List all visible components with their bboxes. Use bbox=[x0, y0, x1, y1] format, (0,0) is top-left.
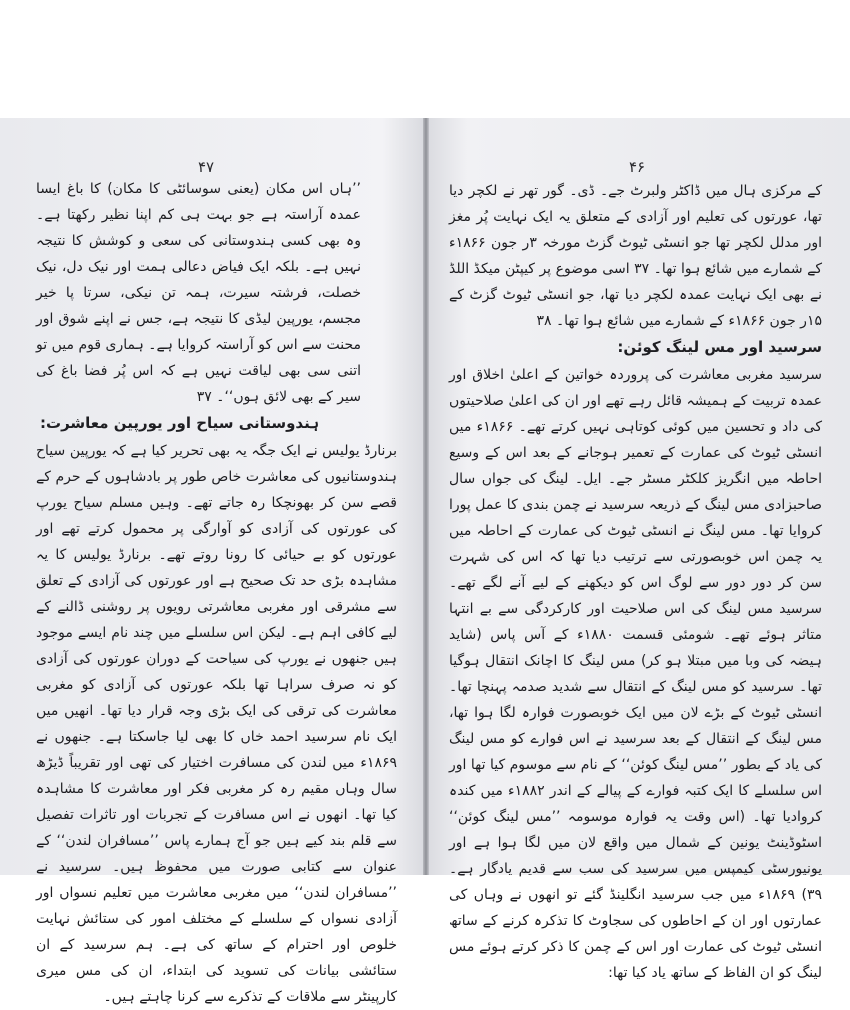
page-text bbox=[449, 178, 822, 986]
book-spread bbox=[0, 118, 850, 1005]
section-heading: سرسید اور مس لینگ کوئن: bbox=[617, 338, 822, 356]
block-quote: ’’ہاں اس مکان (یعنی سوسائٹی کا مکان) کا باغ ایسا عمدہ آراستہ ہے جو بہت ہی کم اپنا نظیر رکھتا ہے۔ وہ بھی کسی ہندوستانی کی سعی و کوشش کا نتیجہ نہیں ہے۔ بلکہ ایک فیاض دعالی ہمت اور نیک دل، نیک خصلت، فرشتہ سیرت، ہمہ تن نیکی، سرتا پا خیر مجسم، یورپین لیڈی کا نتیجہ ہے، جس نے اپنے شوق اور محنت سے اس کو آراستہ کروایا ہے۔ ہماری قوم میں تو اتنی سی بھی لیاقت نہیں ہے کہ اس پُر فضا باغ کی سیر کے بھی لائق ہوں‘‘۔ ۳۷ bbox=[36, 181, 361, 405]
right-page bbox=[429, 118, 850, 981]
page-number: ۴۶ bbox=[629, 158, 646, 176]
body-paragraph bbox=[449, 362, 822, 986]
page-text bbox=[36, 176, 397, 1010]
paragraph-text: برنارڈ یولیس نے ایک جگہ یہ بھی تحریر کیا ہے کہ یورپین سیاح ہندوستانیوں کی معاشرت خاص طور پر بادشاہوں کے حرم کے قصے سن کر بھونچکا رہ جاتے تھے۔ وہیں مسلم سیاح یورپ کی عورتوں کی آزادی کو آوارگی پر محمول کرتے تھے اور عورتوں کو بے حیائی کا رونا روتے تھے۔ برنارڈ یولیس کا یہ مشاہدہ بڑی حد تک صحیح ہے اور عورتوں کی آزادی کے تعلق سے مشرقی اور مغربی معاشرتی رویوں پر روشنی ڈالنے کے لیے کافی اہم ہے۔ لیکن اس سلسلے میں چند نام ایسے موجود ہیں جنھوں نے یورپ کی سیاحت کے دوران عورتوں کی آزادی کو نہ صرف سراہا تھا بلکہ عورتوں کی آزادی کو مغربی معاشرت کی ترقی کی ایک بڑی وجہ قرار دیا تھا۔ انھیں میں ایک نام سرسید احمد خاں کا بھی لیا جاسکتا ہے۔ جنھوں نے ۱۸۶۹ء میں لندن کی مسافرت اختیار کی تھی اور تقریباً ڈیڑھ سال وہاں مقیم رہ کر مغربی فکر اور معاشرت کا مشاہدہ کیا تھا۔ انھوں نے اس مسافرت کے تجربات اور تاثرات تفصیل سے قلم بند کیے ہیں جو آج ہمارے پاس ’’مسافران لندن‘‘ کے عنوان سے کتابی صورت میں محفوظ ہیں۔ سرسید نے ’’مسافران لندن‘‘ میں مغربی معاشرت میں تعلیم نسواں اور آزادی نسواں کے سلسلے کے مختلف امور کی ستائش نہایت خلوص اور احترام کے ساتھ کی ہے۔ ہم سرسید کے ان ستائشی بیانات کی تسوید کی ابتداء، ان کی مس میری کارپینٹر سے ملاقات کے تذکرے سے کرنا چاہتے ہیں۔ bbox=[36, 443, 397, 1005]
page-number: ۴۷ bbox=[198, 158, 215, 176]
intro-paragraph: کے مرکزی ہال میں ڈاکٹر ولبرٹ جے۔ ڈی۔ گور تھر نے لکچر دیا تھا، عورتوں کی تعلیم اور آزادی کے متعلق یہ ایک نہایت پُر مغز اور مدلل لکچر تھا جو انسٹی ٹیوٹ گزٹ مورخہ ۳ر جون ۱۸۶۶ء کے شمارے میں شائع ہوا تھا۔ ۳۷ اسی موضوع پر کیپٹن میکڈ اللڈ نے بھی ایک نہایت عمدہ لکچر دیا تھا، جو انسٹی ٹیوٹ گزٹ کے ۱۵ر جون ۱۸۶۶ء کے شمارے میں شائع ہوا تھا۔ ۳۸ bbox=[449, 183, 822, 329]
body-paragraph bbox=[36, 438, 397, 1010]
section-heading: ہندوستانی سیاح اور یورپین معاشرت: bbox=[40, 414, 319, 432]
paragraph-text: سرسید مغربی معاشرت کی پروردہ خواتین کے اعلیٰ اخلاق اور عمدہ تربیت کے ہمیشہ قائل رہے تھے اور ان کی اعلیٰ صلاحیتوں کی داد و تحسین میں کوئی کوتاہی نہیں کرتے تھے۔ ۱۸۶۶ء میں انسٹی ٹیوٹ کی عمارت کے تعمیر ہوجانے کے بعد اس کے وسیع احاطہ میں انگریز کلکٹر مسٹر جے۔ ایل۔ لینگ کی جواں سال صاحبزادی مس لینگ کے ذریعہ سرسید نے چمن بندی کا عمل پورا کروایا تھا۔ مس لینگ نے انسٹی ٹیوٹ کی عمارت کے احاطہ میں یہ چمن اس خوبصورتی سے ترتیب دیا تھا کہ اس کی شہرت سن کر دور دور سے لوگ اس کو دیکھنے کے لیے آنے لگے تھے۔ سرسید مس لینگ کی اس صلاحیت اور کارکردگی سے بے انتہا متاثر ہوئے تھے۔ شومئی قسمت ۱۸۸۰ء کے آس پاس (شاید ہیضہ کی وبا میں مبتلا ہو کر) مس لینگ کا اچانک انتقال ہوگیا تھا۔ سرسید کو مس لینگ کے انتقال سے شدید صدمہ پہنچا تھا۔ انسٹی ٹیوٹ کے بڑے لان میں ایک خوبصورت فوارہ لگا ہوا تھا، مس لینگ کے انتقال کے بعد سرسید نے اس فوارے کو مس لینگ کی یاد کے بطور ’’مس لینگ کوئن‘‘ کے نام سے موسوم کیا تھا اور اس سلسلے کا ایک کتبہ فوارے کے پیالے کے اندر ۱۸۸۲ء میں کندہ کروادیا تھا۔ (اس وقت یہ فوارہ موسومہ ’’مس لینگ کوئن‘‘ اسٹوڈینٹ یونین کے شمال میں واقع لان میں لگا ہوا ہے اور یونیورسٹی کیمپس میں سرسید کی سب سے قدیم یادگار ہے۔ ۳۹) ۱۸۶۹ء میں جب سرسید انگلینڈ گئے تو انھوں نے وہاں کی عمارتوں اور ان کے احاطوں کی سجاوٹ کا تذکرہ کرنے کے ساتھ انسٹی ٹیوٹ کی عمارت اور اس کے چمن کا ذکر کرتے ہوئے مس لینگ کو ان الفاظ کے ساتھ یاد کیا تھا: bbox=[449, 367, 823, 981]
left-page bbox=[0, 118, 423, 1005]
